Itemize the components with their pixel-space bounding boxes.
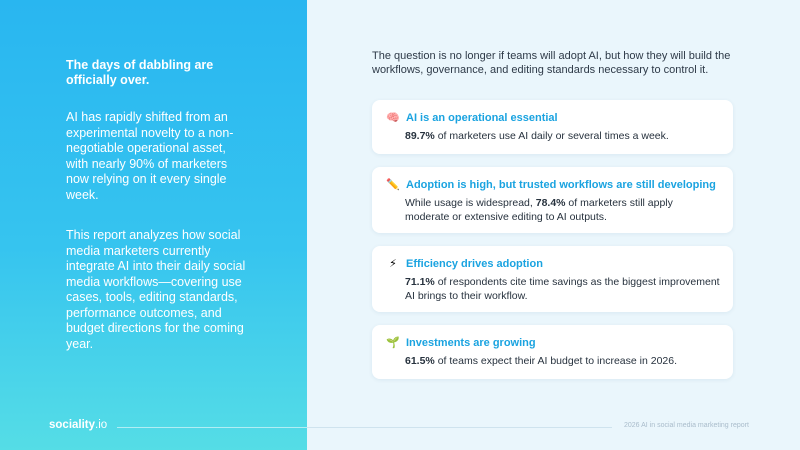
- card-title: AI is an operational essential: [406, 112, 558, 124]
- intro-text: The question is no longer if teams will adopt AI, but how they will build the workflows, governance, and editing standards necessary to control it.: [372, 50, 731, 76]
- card-title: Adoption is high, but trusted workflows are still developing: [406, 179, 716, 191]
- brain-icon: 🧠: [386, 112, 400, 124]
- card-title: Efficiency drives adoption: [406, 258, 543, 270]
- card-body: While usage is widespread, 78.4% of marketers still apply moderate or extensive editing to AI outputs.: [405, 197, 673, 223]
- card-stat: 71.1%: [405, 276, 435, 288]
- lightning-icon: ⚡: [389, 258, 397, 270]
- card-body: 89.7% of marketers use AI daily or several times a week.: [405, 130, 669, 142]
- finding-card: [372, 325, 733, 379]
- card-stat: 61.5%: [405, 355, 435, 367]
- finding-card: [372, 167, 733, 233]
- card-stat: 89.7%: [405, 130, 435, 142]
- footer-divider-right: [307, 427, 612, 428]
- brand-logo: sociality.io: [49, 419, 108, 431]
- card-stat: 78.4%: [535, 197, 566, 209]
- intro-paragraph: AI has rapidly shifted from an experimental novelty to a non-negotiable operational asset, with nearly 90% of marketers now relying on it every single week.: [66, 110, 234, 202]
- card-title: Investments are growing: [406, 337, 536, 349]
- finding-card: [372, 246, 733, 312]
- report-name: 2026 AI in social media marketing report: [624, 422, 749, 429]
- finding-card: [372, 100, 733, 154]
- report-summary-paragraph: This report analyzes how social media marketers currently integrate AI into their daily social media workflows—covering use cases, tools, editing standards, performance outcomes, and budget directions for the coming year.: [66, 228, 246, 351]
- card-body: 71.1% of respondents cite time savings as the biggest improvement AI brings to their workflow.: [405, 276, 720, 302]
- headline: The days of dabbling are officially over.: [66, 58, 214, 87]
- pencil-icon: ✏️: [386, 179, 400, 191]
- card-body: 61.5% of teams expect their AI budget to increase in 2026.: [405, 355, 678, 367]
- seedling-icon: 🌱: [386, 337, 400, 349]
